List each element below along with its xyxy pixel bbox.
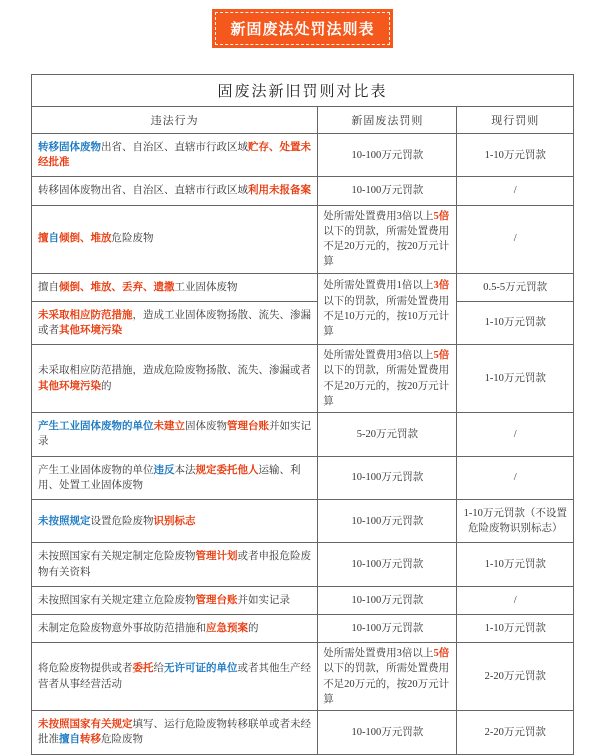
table-row	[32, 615, 574, 643]
plain-text: /	[513, 428, 517, 440]
plain-text: 2-20万元罚款	[484, 671, 546, 683]
new-penalty-cell	[318, 177, 457, 205]
behavior-cell	[32, 499, 318, 542]
current-penalty-cell	[457, 301, 574, 344]
table-row	[32, 499, 574, 542]
current-penalty-cell	[457, 499, 574, 542]
new-penalty-cell	[318, 543, 457, 586]
plain-text: 转移固体废物出省、自治区、直辖市行政区域	[38, 185, 248, 197]
plain-text: 以下的罚款，所需处置费用不足20万元的，按20万元计算	[323, 225, 450, 268]
plain-text: 并如实记录	[38, 421, 311, 448]
plain-text: 10-100万元罚款	[351, 558, 424, 570]
plain-text: 2-20万元罚款	[484, 726, 546, 738]
highlighted-text: 3倍	[433, 280, 450, 292]
plain-text: 或者申报危险废物有关资料	[38, 551, 311, 578]
plain-text: 处所需处置费用3倍以上	[323, 350, 434, 362]
current-penalty-cell	[457, 543, 574, 586]
highlighted-text: 其他环境污染	[38, 380, 101, 392]
behavior-cell	[32, 586, 318, 614]
highlighted-text: 应急预案	[206, 623, 248, 635]
highlighted-text: 无许可证的单位	[164, 663, 238, 675]
behavior-cell	[32, 273, 318, 301]
plain-text: 出省、自治区、直辖市行政区域	[101, 142, 248, 153]
new-penalty-cell	[318, 273, 457, 345]
table-row	[32, 711, 574, 754]
plain-text: 以下的罚款，所需处置费用不足10万元的，按10万元计算	[323, 295, 450, 338]
comparison-table	[31, 74, 574, 755]
behavior-cell	[32, 413, 318, 456]
plain-text: 10-100万元罚款	[351, 623, 424, 635]
plain-text: 以下的罚款，所需处置费用不足20万元的，按20万元计算	[323, 365, 450, 407]
plain-text: 危险废物	[111, 233, 154, 245]
new-penalty-cell	[318, 711, 457, 754]
plain-text: 1-10万元罚款	[484, 558, 546, 570]
behavior-cell	[32, 301, 318, 344]
column-header-current-penalty: 现行罚则	[457, 107, 574, 134]
behavior-cell	[32, 345, 318, 413]
plain-text: 将危险废物提供或者	[38, 663, 133, 675]
highlighted-text: 倾倒、堆放、丢弃、遗撒	[59, 281, 175, 293]
plain-text: 未按照国家有关规定制定危险废物	[38, 551, 196, 563]
behavior-cell	[32, 177, 318, 205]
page-title: 新固废法处罚法则表	[215, 12, 389, 45]
plain-text: 5-20万元罚款	[356, 428, 418, 440]
current-penalty-cell	[457, 586, 574, 614]
highlighted-text: 违反	[153, 464, 175, 476]
new-penalty-cell	[318, 499, 457, 542]
highlighted-text: 贮存、处置未经批准	[38, 142, 311, 169]
table-row	[32, 273, 574, 301]
plain-text: 本法	[174, 464, 196, 476]
plain-text: 10-100万元罚款	[351, 594, 424, 606]
table-row	[32, 301, 574, 344]
table-row	[32, 586, 574, 614]
highlighted-text: 未建立	[153, 421, 185, 433]
plain-text: /	[513, 472, 517, 484]
table-row	[32, 456, 574, 499]
plain-text: 给	[153, 663, 164, 675]
plain-text: ，造成工业固体废物扬散、流失、渗漏或者	[38, 309, 311, 336]
plain-text: 以下的罚款，所需处置费用不足20万元的，按20万元计算	[323, 663, 450, 705]
column-header-new-penalty: 新固废法罚则	[318, 107, 457, 134]
column-header-behavior: 违法行为	[32, 107, 318, 134]
plain-text: 未按照国家有关规定建立危险废物	[38, 594, 196, 606]
behavior-cell	[32, 615, 318, 643]
plain-text: 处所需处置费用1倍以上	[323, 280, 434, 292]
plain-text: 的	[248, 623, 259, 635]
plain-text: 的	[101, 380, 112, 392]
highlighted-text: 倾倒、堆放	[59, 233, 112, 245]
table-row	[32, 205, 574, 273]
plain-text: 10-100万元罚款	[351, 515, 424, 527]
new-penalty-cell	[318, 586, 457, 614]
current-penalty-cell	[457, 205, 574, 273]
plain-text: 填写、运行危险废物转移联单或者未经批准	[38, 719, 311, 746]
plain-text: 产生工业固体废物的单位	[38, 464, 154, 476]
plain-text: 10-100万元罚款	[351, 726, 424, 738]
highlighted-text: 产生工业固体废物的单位	[38, 421, 154, 433]
highlighted-text: 管理计划	[195, 551, 238, 563]
plain-text: /	[513, 233, 517, 245]
table-row	[32, 543, 574, 586]
behavior-cell	[32, 205, 318, 273]
current-penalty-cell	[457, 711, 574, 754]
table-row	[32, 413, 574, 456]
highlighted-text: 识别标志	[153, 515, 196, 527]
highlighted-text: 管理台账	[227, 421, 269, 433]
table-row	[32, 134, 574, 177]
current-penalty-cell	[457, 615, 574, 643]
current-penalty-cell	[457, 134, 574, 177]
plain-text: 固体废物	[185, 421, 227, 433]
plain-text: 处所需处置费用3倍以上	[323, 648, 434, 660]
highlighted-text: 未采取相应防范措施	[38, 309, 133, 321]
plain-text: 1-10万元罚款	[484, 149, 546, 161]
title-banner	[212, 9, 392, 48]
behavior-cell	[32, 134, 318, 177]
new-penalty-cell	[318, 615, 457, 643]
highlighted-text: 转移	[80, 734, 101, 746]
behavior-cell	[32, 456, 318, 499]
highlighted-text: 自	[48, 233, 59, 245]
behavior-cell	[32, 711, 318, 754]
plain-text: 10-100万元罚款	[351, 472, 424, 484]
new-penalty-cell	[318, 345, 457, 413]
plain-text: 10-100万元罚款	[351, 185, 424, 197]
plain-text: /	[513, 594, 517, 606]
plain-text: 10-100万元罚款	[351, 149, 424, 161]
table-row	[32, 345, 574, 413]
table-row	[32, 643, 574, 711]
plain-text: 1-10万元罚款	[484, 373, 546, 385]
new-penalty-cell	[318, 413, 457, 456]
highlighted-text: 未按照规定	[38, 515, 91, 527]
highlighted-text: 转移固体废物	[38, 142, 101, 153]
new-penalty-cell	[318, 456, 457, 499]
plain-text: 并如实记录	[237, 594, 290, 606]
table-header-row	[32, 107, 574, 134]
highlighted-text: 利用未报备案	[248, 185, 311, 197]
plain-text: 1-10万元罚款	[484, 317, 546, 329]
plain-text: 设置危险废物	[90, 515, 154, 527]
highlighted-text: 管理台账	[195, 594, 238, 606]
plain-text: 0.5-5万元罚款	[483, 281, 548, 293]
plain-text: 未采取相应防范措施，造成危险废物扬散、流失、渗漏或者	[38, 365, 311, 377]
plain-text: 未制定危险废物意外事故防范措施和	[38, 623, 206, 635]
current-penalty-cell	[457, 345, 574, 413]
plain-text: 运输、利用、处置工业固体废物	[38, 464, 301, 491]
highlighted-text: 其他环境污染	[59, 324, 122, 336]
new-penalty-cell	[318, 134, 457, 177]
current-penalty-cell	[457, 643, 574, 711]
highlighted-text: 5倍	[433, 350, 450, 362]
plain-text: 1-10万元罚款	[484, 623, 546, 635]
highlighted-text: 擅	[38, 233, 49, 245]
plain-text: 工业固体废物	[174, 281, 238, 293]
current-penalty-cell	[457, 456, 574, 499]
plain-text: 危险废物	[101, 734, 143, 746]
behavior-cell	[32, 543, 318, 586]
plain-text: 1-10万元罚款（不设置危险废物识别标志）	[463, 507, 567, 535]
highlighted-text: 委托	[132, 663, 154, 675]
current-penalty-cell	[457, 273, 574, 301]
highlighted-text: 未按照国家有关规定	[38, 719, 133, 731]
behavior-cell	[32, 643, 318, 711]
highlighted-text: 5倍	[433, 648, 450, 660]
plain-text: 或者其他生产经营者从事经营活动	[38, 663, 311, 690]
plain-text: 处所需处置费用3倍以上	[323, 210, 434, 222]
plain-text: /	[513, 185, 517, 197]
table-title-row	[32, 75, 574, 107]
penalty-table-body	[32, 134, 574, 755]
plain-text: 擅自	[38, 281, 59, 293]
table-row	[32, 177, 574, 205]
comparison-table-wrapper	[31, 74, 574, 755]
highlighted-text: 5倍	[433, 210, 450, 222]
table-title: 固废法新旧罚则对比表	[32, 75, 574, 107]
highlighted-text: 规定委托他人	[195, 464, 259, 476]
current-penalty-cell	[457, 177, 574, 205]
current-penalty-cell	[457, 413, 574, 456]
highlighted-text: 擅自	[59, 734, 80, 746]
new-penalty-cell	[318, 643, 457, 711]
new-penalty-cell	[318, 205, 457, 273]
